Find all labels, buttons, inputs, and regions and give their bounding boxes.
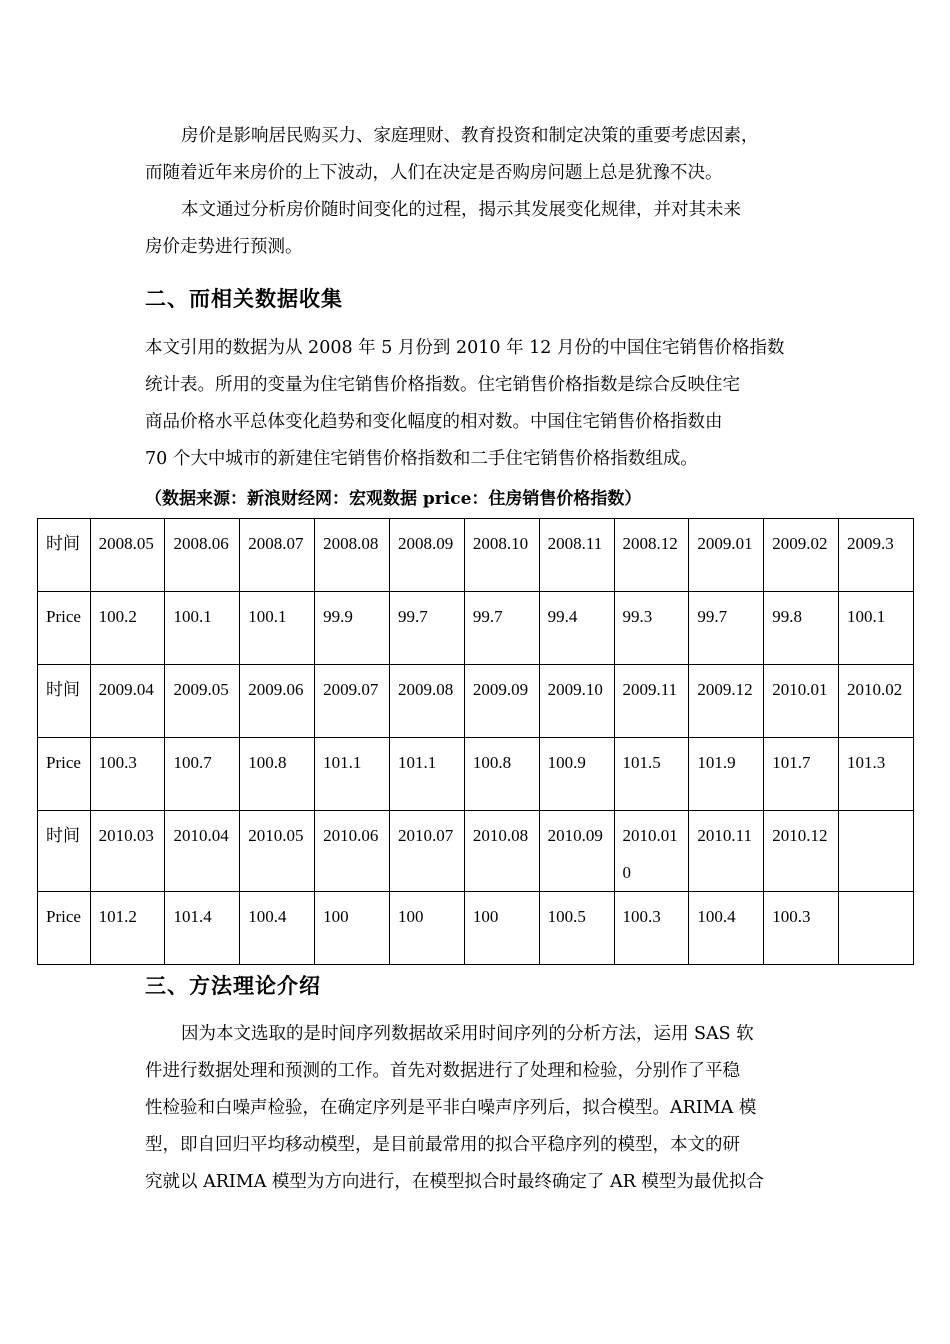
price-cell: 100.1 <box>240 592 315 665</box>
time-cell: 2010.04 <box>165 811 240 892</box>
price-cell: 100.8 <box>240 738 315 811</box>
price-cell: 101.7 <box>764 738 839 811</box>
price-cell: 100 <box>389 892 464 965</box>
text-line: 商品价格水平总体变化趋势和变化幅度的相对数。中国住宅销售价格指数由 <box>145 412 723 432</box>
price-cell: 100.3 <box>764 892 839 965</box>
text-line: 究就以 ARIMA 模型为方向进行，在模型拟合时最终确定了 AR 模型为最优拟合 <box>145 1172 764 1192</box>
time-cell: 2010.11 <box>689 811 764 892</box>
time-cell: 2009.12 <box>689 665 764 738</box>
price-cell: 99.8 <box>764 592 839 665</box>
price-cell: 101.1 <box>315 738 390 811</box>
price-cell: 100.7 <box>165 738 240 811</box>
time-cell: 2010.02 <box>839 665 914 738</box>
price-cell: 101.4 <box>165 892 240 965</box>
price-cell: 100 <box>315 892 390 965</box>
price-cell <box>839 892 914 965</box>
time-cell: 2010.09 <box>539 811 614 892</box>
row-label-cell: Price <box>38 892 91 965</box>
data-description-paragraph <box>145 330 810 478</box>
time-row <box>38 811 914 892</box>
row-label-cell: Price <box>38 738 91 811</box>
row-label-cell: 时间 <box>38 811 91 892</box>
price-cell: 100.3 <box>90 738 165 811</box>
intro-paragraph-2 <box>145 192 810 266</box>
time-cell: 2008.09 <box>389 519 464 592</box>
price-cell: 100.4 <box>240 892 315 965</box>
price-cell: 101.2 <box>90 892 165 965</box>
price-cell: 100.2 <box>90 592 165 665</box>
time-cell: 2009.07 <box>315 665 390 738</box>
text-line: 型，即自回归平均移动模型，是目前最常用的拟合平稳序列的模型，本文的研 <box>145 1135 740 1155</box>
price-cell: 99.3 <box>614 592 689 665</box>
text-line: 统计表。所用的变量为住宅销售价格指数。住宅销售价格指数是综合反映住宅 <box>145 375 740 395</box>
section-heading-data-collection: 二、而相关数据收集 <box>145 287 343 311</box>
time-cell: 2009.01 <box>689 519 764 592</box>
time-cell: 2010.010 <box>614 811 689 892</box>
price-cell: 101.9 <box>689 738 764 811</box>
price-cell: 100.9 <box>539 738 614 811</box>
price-cell: 100.4 <box>689 892 764 965</box>
text-line: 房价是影响居民购买力、家庭理财、教育投资和制定决策的重要考虑因素， <box>181 126 759 146</box>
row-label-cell: 时间 <box>38 519 91 592</box>
time-cell: 2008.11 <box>539 519 614 592</box>
price-index-table <box>37 518 914 965</box>
text-line: 70 个大中城市的新建住宅销售价格指数和二手住宅销售价格指数组成。 <box>145 449 698 469</box>
time-cell: 2009.11 <box>614 665 689 738</box>
time-cell: 2008.10 <box>464 519 539 592</box>
price-cell: 99.7 <box>389 592 464 665</box>
time-cell: 2008.05 <box>90 519 165 592</box>
time-cell: 2010.08 <box>464 811 539 892</box>
price-cell: 99.4 <box>539 592 614 665</box>
price-cell: 100.1 <box>839 592 914 665</box>
text-line: 而随着近年来房价的上下波动，人们在决定是否购房问题上总是犹豫不决。 <box>145 163 723 183</box>
time-cell: 2009.06 <box>240 665 315 738</box>
price-cell: 100.5 <box>539 892 614 965</box>
row-label-cell: Price <box>38 592 91 665</box>
text-line: 本文通过分析房价随时间变化的过程，揭示其发展变化规律，并对其未来 <box>181 200 741 220</box>
text-line: 因为本文选取的是时间序列数据故采用时间序列的分析方法，运用 SAS 软 <box>181 1024 754 1044</box>
price-cell: 101.3 <box>839 738 914 811</box>
time-row <box>38 665 914 738</box>
time-cell: 2010.03 <box>90 811 165 892</box>
time-cell: 2008.06 <box>165 519 240 592</box>
price-cell: 101.5 <box>614 738 689 811</box>
text-line: 房价走势进行预测。 <box>145 237 303 257</box>
text-line: 本文引用的数据为从 2008 年 5 月份到 2010 年 12 月份的中国住宅销售价格指数 <box>145 338 785 358</box>
price-row <box>38 738 914 811</box>
time-row <box>38 519 914 592</box>
price-row <box>38 892 914 965</box>
text-line: 件进行数据处理和预测的工作。首先对数据进行了处理和检验，分别作了平稳 <box>145 1061 740 1081</box>
price-cell: 100.1 <box>165 592 240 665</box>
time-cell: 2008.12 <box>614 519 689 592</box>
intro-paragraph-1 <box>145 118 810 192</box>
time-cell: 2010.12 <box>764 811 839 892</box>
price-cell: 100.3 <box>614 892 689 965</box>
time-cell: 2009.10 <box>539 665 614 738</box>
price-cell: 99.9 <box>315 592 390 665</box>
time-cell: 2009.02 <box>764 519 839 592</box>
methods-paragraph <box>145 1016 810 1201</box>
price-cell: 101.1 <box>389 738 464 811</box>
price-cell: 99.7 <box>464 592 539 665</box>
price-cell: 100.8 <box>464 738 539 811</box>
time-cell: 2010.01 <box>764 665 839 738</box>
time-cell: 2010.05 <box>240 811 315 892</box>
data-source-note: （数据来源：新浪财经网：宏观数据 price：住房销售价格指数） <box>145 489 642 509</box>
time-cell: 2009.04 <box>90 665 165 738</box>
price-cell: 99.7 <box>689 592 764 665</box>
time-cell: 2010.06 <box>315 811 390 892</box>
time-cell: 2009.05 <box>165 665 240 738</box>
time-cell: 2009.09 <box>464 665 539 738</box>
price-row <box>38 592 914 665</box>
time-cell: 2010.07 <box>389 811 464 892</box>
time-cell: 2008.08 <box>315 519 390 592</box>
section-heading-methods: 三、方法理论介绍 <box>145 974 321 998</box>
time-cell: 2009.3 <box>839 519 914 592</box>
time-cell: 2009.08 <box>389 665 464 738</box>
time-cell <box>839 811 914 892</box>
price-cell: 100 <box>464 892 539 965</box>
text-line: 性检验和白噪声检验，在确定序列是平非白噪声序列后，拟合模型。ARIMA 模 <box>145 1098 757 1118</box>
row-label-cell: 时间 <box>38 665 91 738</box>
time-cell: 2008.07 <box>240 519 315 592</box>
